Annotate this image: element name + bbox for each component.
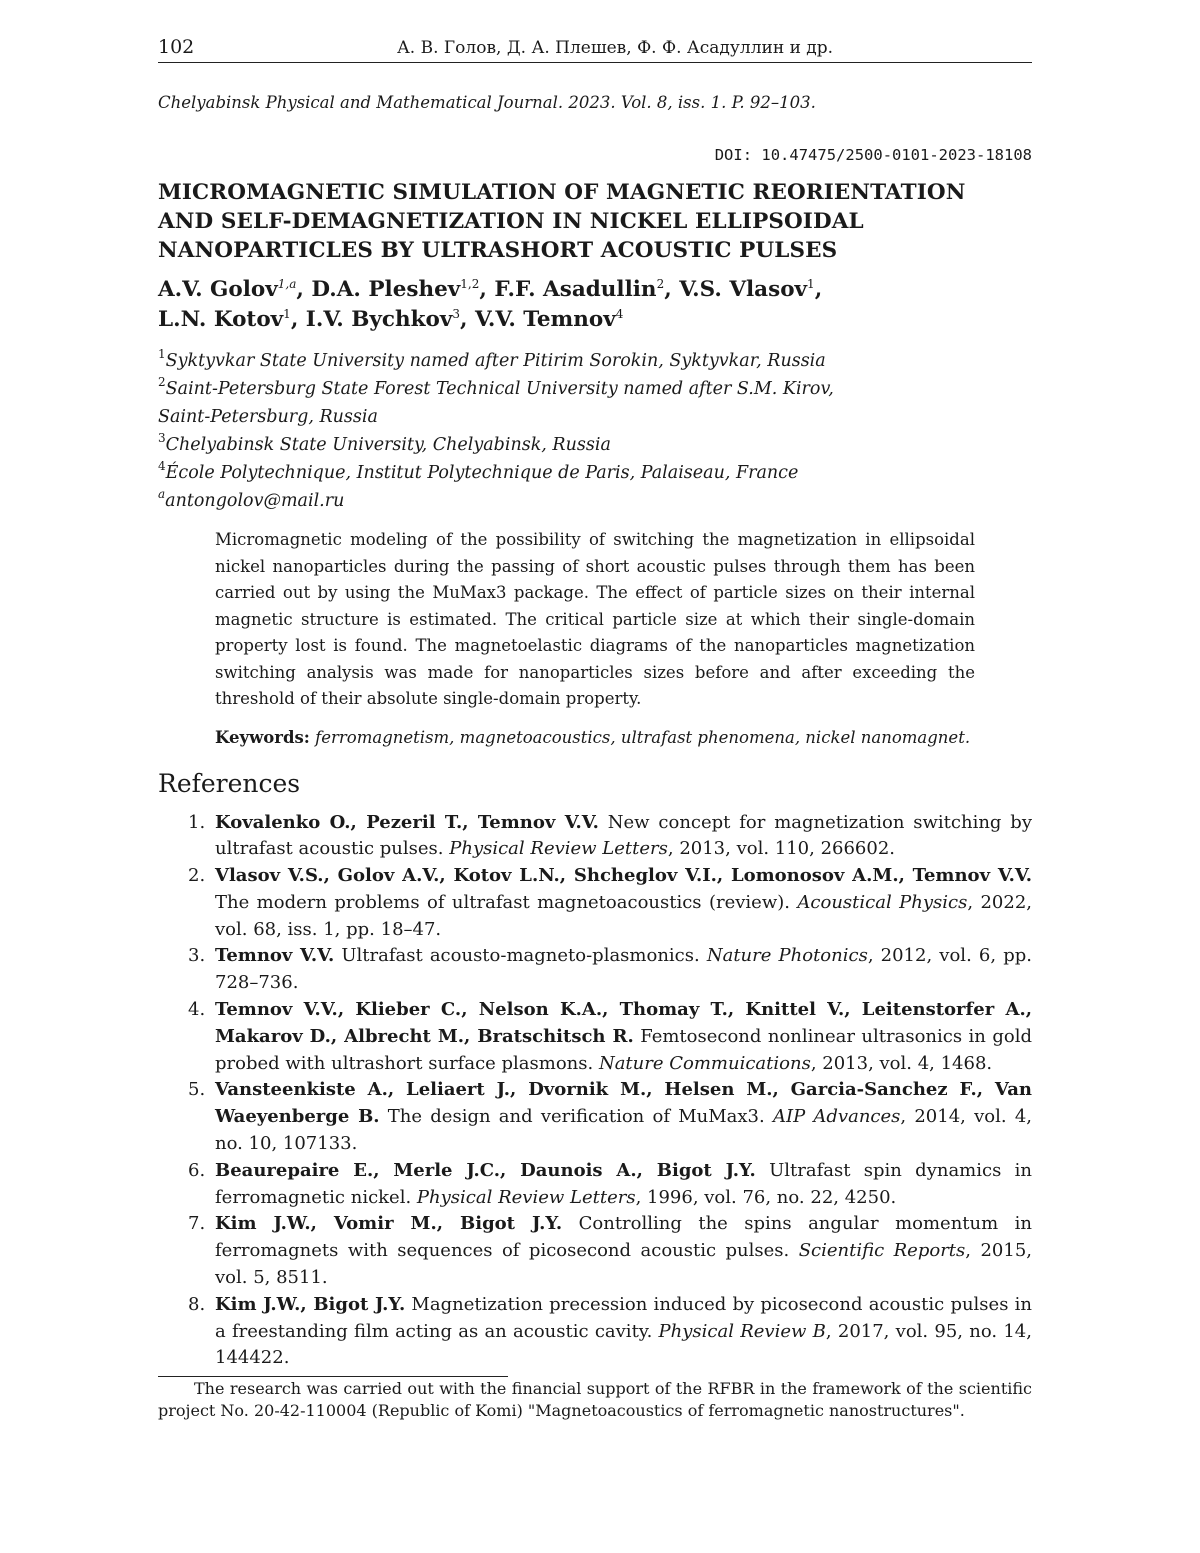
page-number: 102 [158,36,195,58]
author-affil-mark: 1,a [277,277,297,291]
affiliation-mark: a [158,487,166,501]
author-name: I.V. Bychkov [305,307,453,332]
reference-journal: Scientific Reports [798,1240,966,1262]
title-line: NANOPARTICLES BY ULTRASHORT ACOUSTIC PULSES [158,238,838,263]
affiliation [158,375,1032,403]
reference-title: Controlling the spins angular momentum in ferromagnets with sequences of picosecond acoustic pulses. [215,1213,1032,1262]
reference-item [158,997,1032,1077]
reference-title: Magnetization precession induced by picosecond acoustic pulses in a freestanding film acting as an acoustic cavity. [215,1293,1032,1342]
reference-details: , 2022, vol. 68, iss. 1, pp. 18–47. [215,891,1033,940]
reference-number: 6. [188,1159,206,1181]
affiliation-mark: 4 [158,459,166,473]
reference-item [158,1292,1032,1372]
funding-footnote: The research was carried out with the financial support of the RFBR in the framework of the scientific project No. 20-42-110004 (Republic of Komi) "Magnetoacoustics of ferromagnetic nanostructures". [158,1379,1032,1421]
reference-title: The modern problems of ultrafast magnetoacoustics (review). [215,891,798,913]
author-separator: , [664,277,680,302]
affiliation [158,347,1032,375]
reference-title: Ultrafast acousto-magneto-plasmonics. [334,945,707,967]
keywords-text: ferromagnetism, magnetoacoustics, ultrafast phenomena, nickel nanomagnet. [315,727,971,747]
reference-authors: Vansteenkiste A., Leliaert J., Dvornik M., Helsen M., Garcia-Sanchez F., Van Waeyenberge B. [215,1079,1032,1128]
keywords-label: Keywords: [215,727,310,747]
reference-number: 8. [188,1293,206,1315]
author-affil-mark: 4 [615,307,624,321]
affiliation-mark: 1 [158,347,166,361]
reference-authors: Kim J.W., Vomir M., Bigot J.Y. [215,1213,563,1235]
author-name: L.N. Kotov [158,307,284,332]
reference-authors: Beaurepaire E., Merle J.C., Daunois A., Bigot J.Y. [215,1159,756,1181]
affiliation-text: Saint-Petersburg State Forest Technical University named after S.M. Kirov, [165,379,834,399]
author-name: V.S. Vlasov [679,277,808,302]
reference-number: 3. [188,945,206,967]
author-affil-mark: 1 [807,277,815,291]
author-separator: , [296,277,312,302]
author-separator: , [479,277,495,302]
author-separator: , [814,277,823,302]
affiliation [158,459,1032,487]
reference-item [158,1158,1032,1212]
reference-journal: Physical Review B [658,1320,826,1342]
affiliation-text: Saint-Petersburg, Russia [158,407,378,427]
reference-authors: Temnov V.V. [215,945,335,967]
affiliation-mark: 3 [158,431,166,445]
author-name: V.V. Temnov [474,307,616,332]
reference-details: , 2014, vol. 4, no. 10, 107133. [215,1106,1032,1155]
references-heading: References [158,768,301,798]
reference-item [158,810,1032,864]
reference-title: Femtosecond nonlinear ultrasonics in gold probed with ultrashort surface plasmons. [215,1025,1032,1074]
contact-email[interactable]: antongolov@mail.ru [165,491,345,511]
reference-number: 2. [188,865,206,887]
reference-authors: Kovalenko O., Pezeril T., Temnov V.V. [215,811,599,833]
author-line [158,305,1032,335]
author-line [158,275,1032,305]
affiliation-text: École Polytechnique, Institut Polytechnique de Paris, Palaiseau, France [165,463,799,483]
reference-number: 7. [188,1213,206,1235]
reference-details: , 2017, vol. 95, no. 14, 144422. [215,1320,1032,1369]
reference-number: 5. [188,1079,206,1101]
reference-authors: Vlasov V.S., Golov A.V., Kotov L.N., Shcheglov V.I., Lomonosov A.M., Temnov V.V. [215,865,1032,887]
reference-details: , 1996, vol. 76, no. 22, 4250. [635,1186,897,1208]
reference-journal: Physical Review Letters [449,838,668,860]
keywords [215,725,975,751]
author-name: D.A. Pleshev [311,277,461,302]
reference-details: , 2015, vol. 5, 8511. [215,1240,1032,1289]
title-line: MICROMAGNETIC SIMULATION OF MAGNETIC REORIENTATION [158,180,966,205]
reference-item [158,863,1032,943]
author-separator: , [290,307,306,332]
reference-number: 4. [188,999,206,1021]
doi: DOI: 10.47475/2500-0101-2023-18108 [714,146,1032,164]
author-affil-mark: 3 [452,307,460,321]
reference-authors: Temnov V.V., Klieber C., Nelson K.A., Thomay T., Knittel V., Leitenstorfer A., Makarov D., Albrecht M., Bratschitsch R. [215,999,1032,1047]
reference-details: , 2013, vol. 4, 1468. [810,1052,993,1074]
reference-journal: Acoustical Physics [797,891,968,913]
title-line: AND SELF-DEMAGNETIZATION IN NICKEL ELLIPSOIDAL [158,209,864,234]
running-head [158,30,1032,63]
paper-title [158,178,1032,265]
affiliations [158,347,1032,515]
affiliation-text: Chelyabinsk State University, Chelyabinsk, Russia [165,435,611,455]
affiliation [158,431,1032,459]
author-affil-mark: 1,2 [460,277,480,291]
reference-authors: Kim J.W., Bigot J.Y. [215,1293,406,1315]
affiliation-mark: 2 [158,375,166,389]
author-affil-mark: 2 [656,277,665,291]
reference-journal: Nature Commuications [598,1052,811,1074]
author-name: F.F. Asadullin [494,277,657,302]
reference-item [158,943,1032,997]
running-authors: А. В. Голов, Д. А. Плешев, Ф. Ф. Асадуллин и др. [396,38,834,58]
author-separator: , [460,307,475,332]
affiliation-text: Syktyvkar State University named after Pitirim Sorokin, Syktyvkar, Russia [165,351,826,371]
reference-number: 1. [188,811,206,833]
author-name: A.V. Golov [158,277,278,302]
footnote-rule [158,1376,508,1377]
reference-title: The design and verification of MuMax3. [379,1106,773,1128]
references-list [158,810,1032,1373]
reference-journal: Nature Photonics [706,945,868,967]
reference-details: , 2012, vol. 6, pp. 728–736. [215,945,1032,994]
journal-citation: Chelyabinsk Physical and Mathematical Journal. 2023. Vol. 8, iss. 1. P. 92–103. [158,93,816,112]
reference-item [158,1077,1032,1157]
affiliation [158,403,1032,431]
affiliation [158,487,1032,515]
author-list [158,275,1032,335]
paper-page [158,30,1032,1422]
reference-journal: AIP Advances [772,1106,901,1128]
abstract: Micromagnetic modeling of the possibility of switching the magnetization in ellipsoidal nickel nanoparticles during the passing of short acoustic pulses through them has been carried out by using the MuMax3 package. The effect of particle sizes on their internal magnetic structure is estimated. The critical particle size at which their single-domain property lost is found. The magnetoelastic diagrams of the nanoparticles magnetization switching analysis was made for nanoparticles sizes before and after exceeding the threshold of their absolute single-domain property. [215,530,975,708]
reference-item [158,1211,1032,1291]
reference-details: , 2013, vol. 110, 266602. [667,838,896,860]
reference-journal: Physical Review Letters [416,1186,636,1208]
reference-title: New concept for magnetization switching by ultrafast acoustic pulses. [215,811,1032,860]
reference-title: Ultrafast spin dynamics in ferromagnetic nickel. [215,1159,1032,1208]
author-affil-mark: 1 [283,307,291,321]
